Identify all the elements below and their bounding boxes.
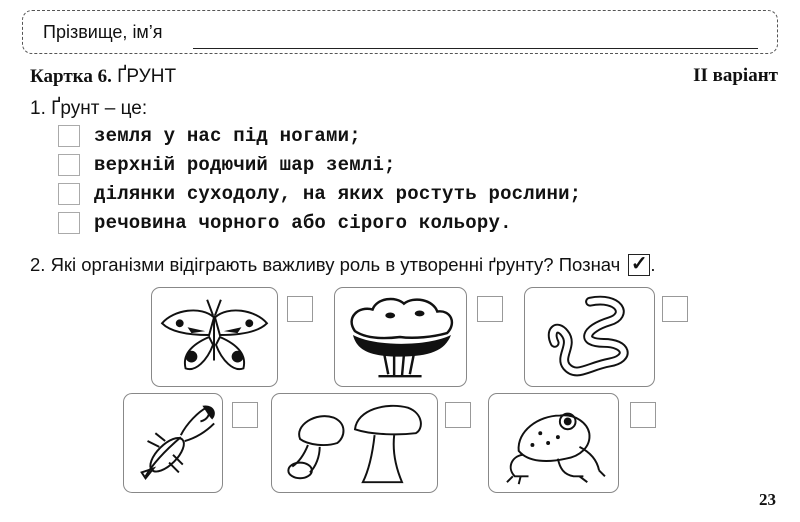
name-field-box <box>22 10 778 54</box>
butterfly-card <box>151 287 278 387</box>
bush-icon <box>335 288 466 386</box>
name-input-line[interactable] <box>193 48 758 49</box>
option-1 <box>58 122 361 149</box>
option-2-checkbox[interactable] <box>58 154 80 176</box>
option-3 <box>58 180 581 207</box>
earthworm-checkbox[interactable] <box>662 296 688 322</box>
option-2-text: верхній родючий шар землі; <box>94 153 396 176</box>
option-3-text: ділянки суходолу, на яких ростуть рослини; <box>94 182 582 205</box>
bush-checkbox[interactable] <box>477 296 503 322</box>
question-1: 1. Ґрунт – це: <box>30 98 148 119</box>
page-number: 23 <box>759 490 776 509</box>
question-2-text: 2. Які організми відіграють важливу роль в утворенні ґрунту? Познач <box>30 254 621 275</box>
mushrooms-checkbox[interactable] <box>445 402 471 428</box>
bush-card <box>334 287 467 387</box>
check-mark-icon: ✓ <box>628 254 650 276</box>
butterfly-checkbox[interactable] <box>287 296 313 322</box>
crayfish-checkbox[interactable] <box>232 402 258 428</box>
option-1-text: земля у нас під ногами; <box>94 124 361 147</box>
option-4 <box>58 209 512 236</box>
earthworm-card <box>524 287 655 387</box>
name-label: Прізвище, ім’я <box>43 22 163 42</box>
mushrooms-card <box>271 393 438 493</box>
card-topic: ҐРУНТ <box>117 66 177 87</box>
frog-checkbox[interactable] <box>630 402 656 428</box>
option-2 <box>58 151 396 178</box>
mushrooms-icon <box>272 394 437 492</box>
frog-icon <box>489 394 618 492</box>
variant-label: II варіант <box>693 65 778 86</box>
frog-card <box>488 393 619 493</box>
crayfish-card <box>123 393 223 493</box>
option-4-text: речовина чорного або сірого кольору. <box>94 211 512 234</box>
option-4-checkbox[interactable] <box>58 212 80 234</box>
card-title <box>30 66 176 88</box>
option-3-checkbox[interactable] <box>58 183 80 205</box>
crayfish-icon <box>124 394 222 492</box>
question-2 <box>30 254 655 276</box>
earthworm-icon <box>525 288 654 386</box>
card-number: Картка 6. <box>30 66 112 87</box>
butterfly-icon <box>152 288 277 386</box>
question-2-end: . <box>650 254 656 275</box>
option-1-checkbox[interactable] <box>58 125 80 147</box>
